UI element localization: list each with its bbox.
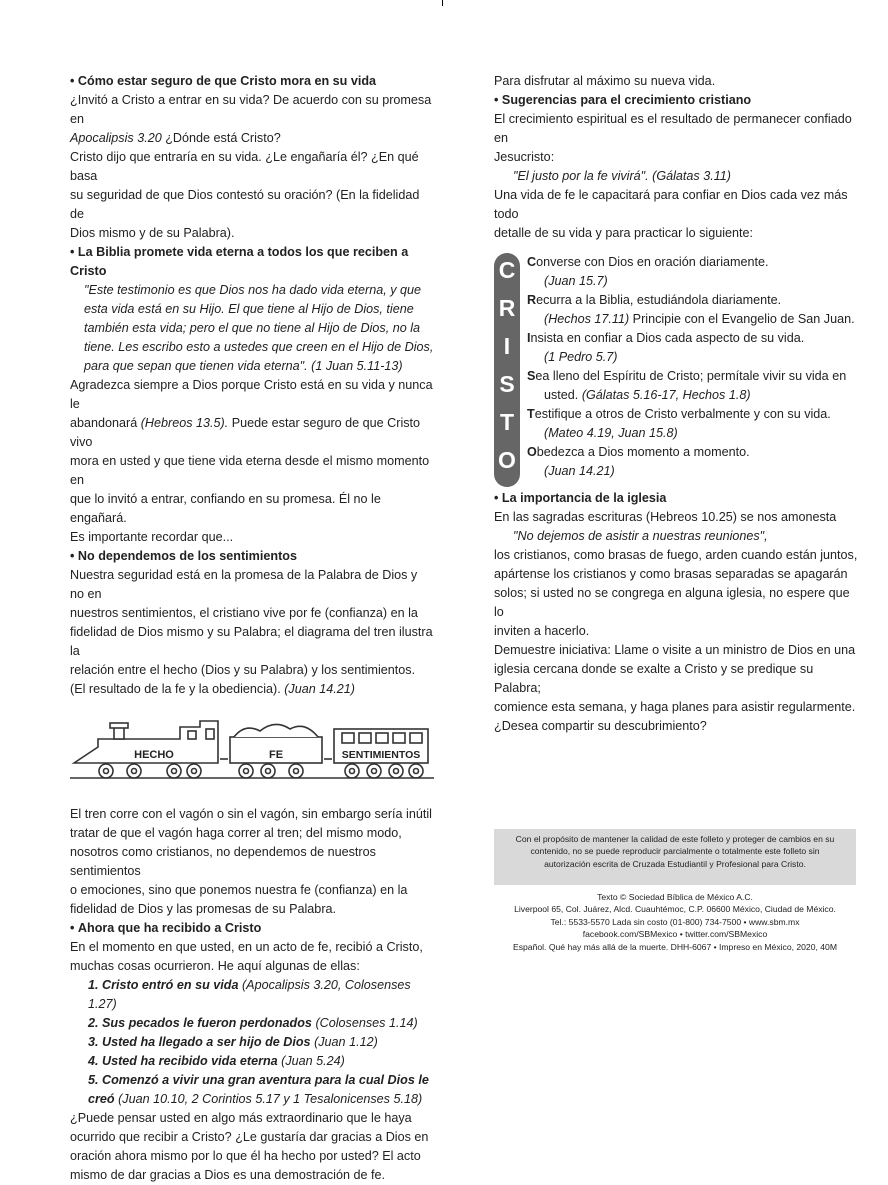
paragraph: inviten a hacerlo. (494, 624, 590, 638)
right-column (494, 72, 858, 736)
paragraph (70, 680, 434, 699)
colophon-line: Liverpool 65, Col. Juárez, Alcd. Cuauhtémoc, C.P. 06600 México, Ciudad de México. (514, 904, 836, 915)
acrostic-item-s (527, 367, 858, 405)
heading-assurance: • Cómo estar seguro de que Cristo mora en su vida (70, 72, 434, 91)
paragraph: Agradezca siempre a Dios porque Cristo está en su vida y nunca le (70, 378, 433, 411)
reference: (Colosenses 1.14) (315, 1016, 418, 1030)
acrostic-item-c (527, 253, 858, 291)
train-label-sentimientos: SENTIMIENTOS (341, 749, 421, 761)
initial: T (527, 407, 535, 421)
paragraph: nuestros sentimientos, el cristiano vive por fe (confianza) en la (70, 606, 418, 620)
acrostic-item-r (527, 291, 858, 329)
list-item-title: 4. Usted ha recibido vida eterna (88, 1054, 278, 1068)
list-item-title: 2. Sus pecados le fueron perdonados (88, 1016, 312, 1030)
reference: (1 Pedro 5.7) (544, 350, 618, 364)
paragraph: apártense los cristianos y como brasas separadas se apagarán (494, 567, 848, 581)
reference: (Juan 5.24) (281, 1054, 345, 1068)
train-diagram (70, 707, 434, 795)
reference: Apocalipsis 3.20 (70, 131, 162, 145)
train-label-hecho: HECHO (134, 749, 174, 761)
colophon (494, 891, 856, 953)
text: Puede estar seguro de que Cristo vivo (70, 416, 421, 449)
paragraph: los cristianos, como brasas de fuego, arden cuando están juntos, (494, 548, 858, 562)
reference: (Juan 1.12) (314, 1035, 378, 1049)
paragraph: Jesucristo: (494, 150, 555, 164)
text: Principie con el Evangelio de San Juan. (632, 312, 855, 326)
acrostic-letter: O (498, 447, 516, 473)
paragraph: ¿Invitó a Cristo a entrar en su vida? De acuerdo con su promesa en (70, 93, 432, 126)
reference: (Juan 15.7) (544, 274, 608, 288)
reference: (Juan 10.10, 2 Corintios 5.17 y 1 Tesalonicenses 5.18) (118, 1092, 423, 1106)
text: abandonará (70, 416, 138, 430)
initial: C (527, 255, 537, 269)
acrostic-item-i (527, 329, 858, 367)
colophon-line: Tel.: 5533-5570 Lada sin costo (01-800) 734-7500 • www.sbm.mx (550, 916, 800, 927)
paragraph: Dios mismo y de su Palabra). (70, 226, 235, 240)
paragraph: Una vida de fe le capacitará para confiar en Dios cada vez más todo (494, 188, 848, 221)
notice-line: Con el propósito de mantener la calidad de este folleto y proteger de cambios en su (515, 834, 835, 844)
paragraph: tratar de que el vagón haga correr al tren; del mismo modo, (70, 826, 402, 840)
cristo-bar (494, 253, 520, 487)
paragraph: Demuestre iniciativa: Llame o visite a un ministro de Dios en una (494, 643, 856, 657)
colophon-line: Texto © Sociedad Bíblica de México A.C. (597, 892, 753, 902)
heading-eternal-life: • La Biblia promete vida eterna a todos los que reciben a (70, 243, 434, 262)
initial: O (527, 445, 537, 459)
quote: para que sepan que tienen vida eterna". (1 Juan 5.11-13) (84, 359, 403, 373)
paragraph: mora en usted y que tiene vida eterna desde el mismo momento en (70, 454, 430, 487)
paragraph: El tren corre con el vagón o sin el vagón, sin embargo sería inútil (70, 807, 432, 821)
text: bedezca a Dios momento a momento. (536, 445, 750, 459)
text: nsista en confiar a Dios cada aspecto de su vida. (530, 331, 805, 345)
paragraph: su seguridad de que Dios contestó su oración? (En la fidelidad de (70, 188, 420, 221)
acrostic-item-t (527, 405, 858, 443)
paragraph: iglesia cercana donde se exalte a Cristo y se predique su Palabra; (494, 662, 814, 695)
quote: "El justo por la fe vivirá". (Gálatas 3.11) (513, 169, 731, 183)
list-item (70, 1052, 434, 1071)
reference: (Gálatas 5.16-17, Hechos 1.8) (581, 388, 751, 402)
text: ea lleno del Espíritu de Cristo; permítale vivir su vida en (535, 369, 847, 383)
heading-feelings: • No dependemos de los sentimientos (70, 547, 434, 566)
reference: (Apocalipsis 3.20, Colosenses 1.27) (88, 978, 411, 1011)
quote: tiene. Les escribo esto a ustedes que creen en el Hijo de Dios, (84, 340, 434, 354)
reference: (Juan 14.21) (544, 464, 615, 478)
quote: "No dejemos de asistir a nuestras reuniones", (513, 529, 768, 543)
left-column (70, 72, 434, 1185)
quote: también esta vida; pero el que no tiene al Hijo de Dios, no la (84, 321, 421, 335)
paragraph: oración ahora mismo por lo que él ha hecho por usted? El acto (70, 1149, 421, 1163)
acrostic-letter: C (498, 257, 516, 283)
paragraph: El crecimiento espiritual es el resultado de permanecer confiado en (494, 112, 852, 145)
list-item-title: 5. Comenzó a vivir una gran aventura para la cual Dios le (88, 1073, 429, 1087)
train-illustration (70, 707, 434, 795)
list-item (70, 1033, 434, 1052)
acrostic-letter: T (499, 409, 515, 435)
paragraph (70, 414, 434, 452)
reference: (Mateo 4.19, Juan 15.8) (544, 426, 678, 440)
paragraph: fidelidad de Dios mismo y su Palabra; el diagrama del tren ilustra la (70, 625, 433, 658)
paragraph: mismo de dar gracias a Dios es una demostración de fe. (70, 1168, 385, 1182)
acrostic-letter: R (498, 295, 516, 321)
list-item-title: creó (88, 1092, 115, 1106)
text: usted. (544, 388, 579, 402)
quote: "Este testimonio es que Dios nos ha dado vida eterna, y que (84, 283, 422, 297)
list-item-title: 3. Usted ha llegado a ser hijo de Dios (88, 1035, 311, 1049)
paragraph (70, 129, 434, 148)
text: ecurra a la Biblia, estudiándola diariamente. (536, 293, 782, 307)
reference: (Hechos 17.11) (544, 312, 630, 326)
paragraph: ocurrido que recibir a Cristo? ¿Le gustaría dar gracias a Dios en (70, 1130, 429, 1144)
paragraph: muchas cosas ocurrieron. He aquí algunas de ellas: (70, 959, 360, 973)
crop-mark (442, 0, 443, 6)
list-item (70, 1071, 434, 1090)
acrostic-item-o (527, 443, 858, 481)
reference: (Juan 14.21) (284, 682, 355, 696)
reference: (Hebreos 13.5). (140, 416, 229, 430)
paragraph: ¿Puede pensar usted en algo más extraordinario que le haya (70, 1111, 412, 1125)
notice-line: autorización escrita de Cruzada Estudiantil y Profesional para Cristo. (544, 858, 806, 869)
paragraph: solos; si usted no se congrega en alguna iglesia, no espere que lo (494, 586, 850, 619)
copyright-notice (494, 829, 856, 885)
heading-growth: • Sugerencias para el crecimiento cristiano (494, 91, 858, 110)
paragraph: comience esta semana, y haga planes para asistir regularmente. (494, 700, 856, 714)
paragraph: ¿Desea compartir su descubrimiento? (494, 719, 707, 733)
text: onverse con Dios en oración diariamente. (536, 255, 769, 269)
cristo-acrostic (494, 253, 858, 489)
paragraph: Para disfrutar al máximo su nueva vida. (494, 74, 716, 88)
initial: I (527, 331, 531, 345)
list-item (70, 976, 434, 1014)
paragraph: Es importante recordar que... (70, 530, 234, 544)
train-label-fe: FE (268, 749, 284, 761)
paragraph: o emociones, sino que ponemos nuestra fe (confianza) en la (70, 883, 408, 897)
paragraph: que lo invitó a entrar, confiando en su promesa. Él no le engañará. (70, 492, 381, 525)
heading-eternal-life-cont: Cristo (70, 264, 107, 278)
quote: esta vida está en su Hijo. El que tiene al Hijo de Dios, tiene (84, 302, 414, 316)
acrostic-letter: S (499, 371, 515, 397)
paragraph: En el momento en que usted, en un acto de fe, recibió a Cristo, (70, 940, 423, 954)
paragraph: En las sagradas escrituras (Hebreos 10.25) se nos amonesta (494, 510, 837, 524)
paragraph: nosotros como cristianos, no dependemos de nuestros sentimientos (70, 845, 376, 878)
initial: S (527, 369, 536, 383)
colophon-line: Español. Qué hay más allá de la muerte. DHH-6067 • Impreso en México, 2020, 40M (512, 941, 837, 952)
paragraph: Cristo dijo que entraría en su vida. ¿Le engañaría él? ¿En qué basa (70, 150, 419, 183)
list-item-cont (70, 1090, 434, 1109)
colophon-line: facebook.com/SBMexico • twitter.com/SBMexico (582, 929, 768, 940)
heading-now-received: • Ahora que ha recibido a Cristo (70, 919, 434, 938)
text: ¿Dónde está Cristo? (165, 131, 281, 145)
list-item-title: 1. Cristo entró en su vida (88, 978, 239, 992)
acrostic-letter: I (503, 333, 511, 359)
notice-line: contenido, no se puede reproducir parcialmente o totalmente este folleto sin (530, 846, 820, 857)
paragraph: relación entre el hecho (Dios y su Palabra) y los sentimientos. (70, 663, 416, 677)
text: (El resultado de la fe y la obediencia). (70, 682, 281, 696)
paragraph: detalle de su vida y para practicar lo siguiente: (494, 226, 754, 240)
initial: R (527, 293, 537, 307)
paragraph: Nuestra seguridad está en la promesa de la Palabra de Dios y no en (70, 568, 418, 601)
text: estifique a otros de Cristo verbalmente y con su vida. (534, 407, 831, 421)
heading-church: • La importancia de la iglesia (494, 489, 858, 508)
paragraph: fidelidad de Dios y las promesas de su Palabra. (70, 902, 337, 916)
